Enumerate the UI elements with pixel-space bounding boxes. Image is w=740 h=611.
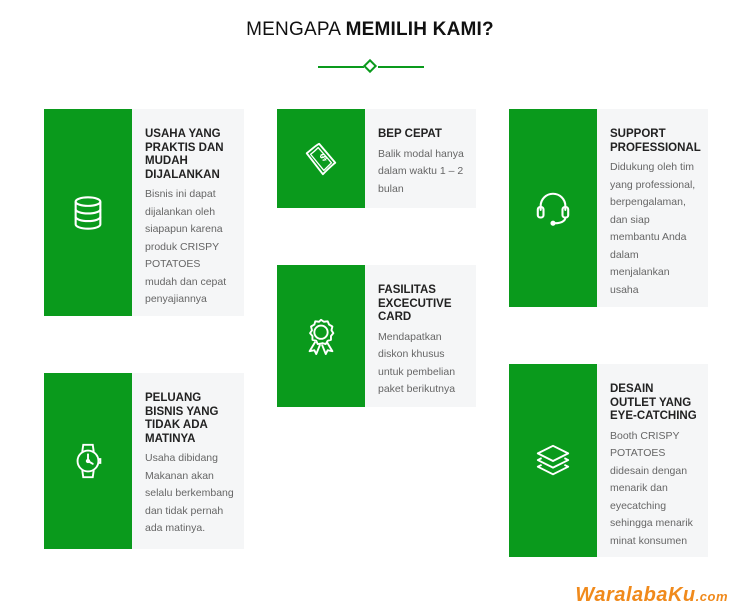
feature-card-support: [509, 109, 708, 307]
diamond-icon: [363, 59, 377, 73]
card-title: SUPPORT PROFESSIONAL: [610, 128, 701, 154]
card-title: BEP CEPAT: [378, 128, 442, 140]
card-description: Didukung oleh tim yang professional, berpengalaman, dan siap membantu Anda dalam menjalankan usaha: [610, 161, 696, 296]
feature-card-praktis: [44, 109, 244, 316]
heading-light: MENGAPA: [246, 19, 346, 40]
watermark-suffix: Ku: [667, 584, 696, 606]
card-description: Usaha dibidang Makanan akan selalu berkembang dan tidak pernah ada matinya.: [145, 452, 234, 534]
card-description: Bisnis ini dapat dijalankan oleh siapapun karena produk CRISPY POTATOES mudah dan cepat penyajiannya: [145, 188, 227, 305]
watermark-text: Waralaba: [575, 584, 668, 606]
feature-card-executive: [277, 265, 476, 407]
section-heading: [0, 19, 740, 41]
watch-icon: [69, 442, 107, 480]
feature-card-peluang: [44, 373, 244, 549]
card-title: PELUANG BISNIS YANG TIDAK ADA MATINYA: [145, 392, 219, 445]
card-title: USAHA YANG PRAKTIS DAN MUDAH DIJALANKAN: [145, 128, 224, 181]
feature-card-bep: [277, 109, 476, 208]
card-title: DESAIN OUTLET YANG EYE-CATCHING: [610, 383, 697, 422]
waralabaku-watermark: [575, 584, 728, 607]
headset-icon: [534, 189, 572, 227]
database-icon: [69, 194, 107, 232]
card-description: Balik modal hanya dalam waktu 1 – 2 bulan: [378, 147, 464, 195]
award-ribbon-icon: [302, 317, 340, 355]
card-title: FASILITAS EXCECUTIVE CARD: [378, 284, 452, 323]
layers-icon: [534, 442, 572, 480]
money-icon: [302, 140, 340, 178]
card-description: Booth CRISPY POTATOES didesain dengan menarik dan eyecatching sehingga menarik minat konsumen: [610, 429, 693, 547]
heading-bold: MEMILIH KAMI?: [345, 19, 494, 40]
svg-text:$: $: [318, 151, 330, 164]
watermark-domain: .com: [695, 589, 728, 604]
feature-card-desain: [509, 364, 708, 557]
card-description: Mendapatkan diskon khusus untuk pembelian paket berikutnya: [378, 330, 456, 395]
heading-divider: [318, 60, 424, 74]
